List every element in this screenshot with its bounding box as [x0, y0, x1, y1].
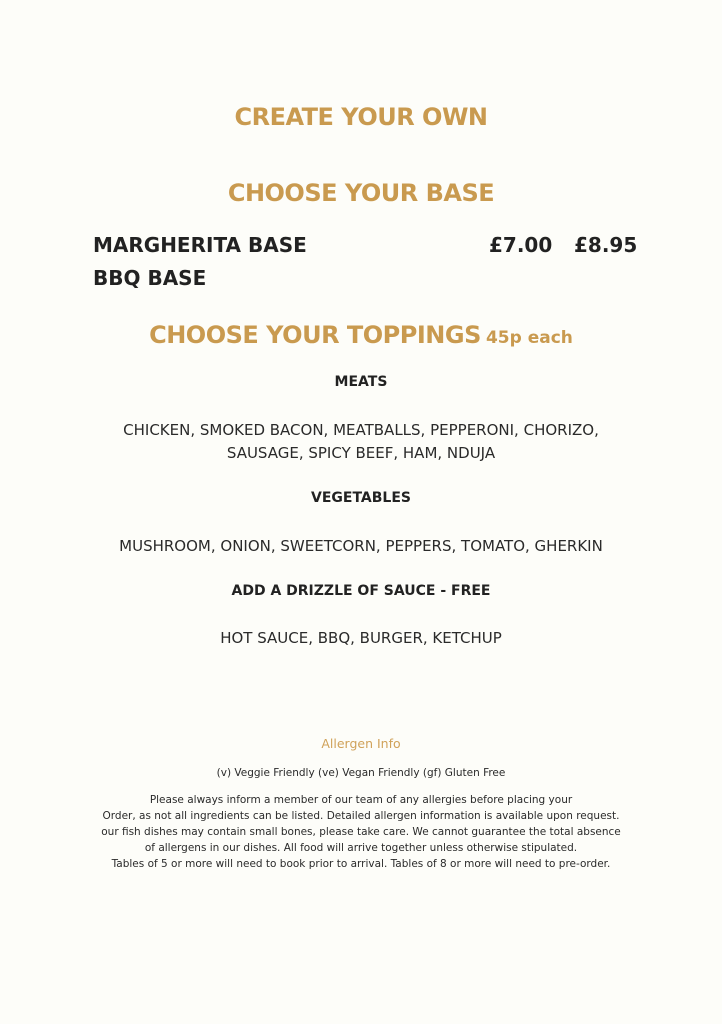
allergen-notice-line-5: Tables of 5 or more will need to book prior to arrival. Tables of 8 or more will need to pre-order. [111, 858, 611, 870]
allergen-notice-line-2: Order, as not all ingredients can be listed. Detailed allergen information is available upon request. [102, 810, 620, 822]
sauce-title: ADD A DRIZZLE OF SAUCE - FREE [231, 583, 491, 599]
choose-base-heading: CHOOSE YOUR BASE [227, 179, 495, 207]
meats-line-1: CHICKEN, SMOKED BACON, MEATBALLS, PEPPERONI, CHORIZO, [123, 421, 599, 439]
allergen-notice-line-3: our fish dishes may contain small bones, please take care. We cannot guarantee the total absence [101, 826, 621, 838]
allergen-notice-line-4: of allergens in our dishes. All food will arrive together unless otherwise stipulated. [144, 842, 578, 854]
toppings-title: CHOOSE YOUR TOPPINGS [149, 321, 481, 349]
margherita-base-price-2: £8.95 [574, 233, 638, 257]
meats-title: MEATS [334, 374, 388, 390]
vegetables-title: VEGETABLES [311, 490, 411, 506]
bbq-base-name: BBQ BASE [93, 266, 207, 290]
allergen-info-title: Allergen Info [321, 736, 401, 751]
toppings-price: 45p each [485, 328, 573, 348]
allergen-key: (v) Veggie Friendly (ve) Vegan Friendly (gf) Gluten Free [216, 767, 506, 779]
margherita-base-price-1: £7.00 [489, 233, 553, 257]
margherita-base-name: MARGHERITA BASE [93, 233, 307, 257]
create-your-own-heading: CREATE YOUR OWN [234, 103, 488, 131]
vegetables-line-1: MUSHROOM, ONION, SWEETCORN, PEPPERS, TOMATO, GHERKIN [119, 537, 603, 555]
meats-list [0, 419, 722, 465]
meats-line-2: SAUSAGE, SPICY BEEF, HAM, NDUJA [226, 444, 496, 462]
allergen-notice-line-1: Please always inform a member of our team of any allergies before placing your [149, 794, 573, 806]
sauce-line-1: HOT SAUCE, BBQ, BURGER, KETCHUP [220, 629, 502, 647]
allergen-notice [0, 792, 722, 872]
choose-toppings-heading [0, 321, 722, 349]
